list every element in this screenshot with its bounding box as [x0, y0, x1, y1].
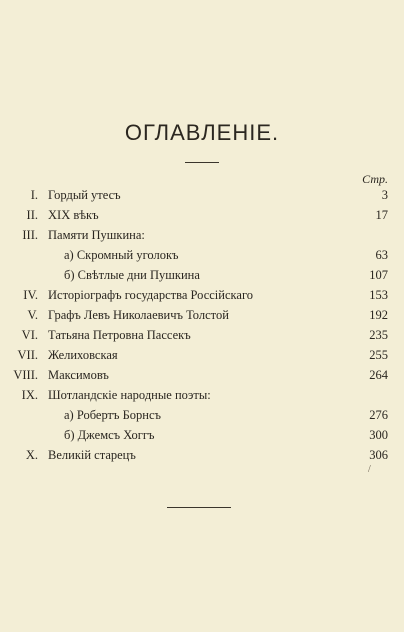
bottom-divider: [167, 507, 231, 508]
toc-entry-title: а) Робертъ Борнсъ: [64, 408, 161, 422]
toc-entry: [0, 365, 404, 385]
toc-entry: [0, 185, 404, 205]
page-title: ОГЛАВЛЕНІЕ.: [124, 120, 280, 145]
toc-entry-number: IV.: [23, 288, 38, 302]
toc-entry-title: Гордый утесъ: [48, 188, 121, 202]
toc-entry: [0, 385, 404, 405]
toc-entry: [0, 205, 404, 225]
toc-entry-number: II.: [26, 208, 38, 222]
toc-entry-page: 63: [375, 248, 388, 262]
toc-entry: [0, 325, 404, 345]
toc-entry-page: 264: [369, 368, 388, 382]
toc-entry-title: а) Скромный уголокъ: [64, 248, 179, 262]
toc-entry-title: б) Джемсъ Хоггъ: [64, 428, 155, 442]
toc-entry-title: XIX вѣкъ: [48, 208, 99, 222]
toc-entry-page: 255: [369, 348, 388, 362]
toc-entry-number: IX.: [21, 388, 38, 402]
toc-entry-page: 107: [369, 268, 388, 282]
toc-entry-number: VIII.: [13, 368, 38, 382]
toc-entry-page: 3: [381, 188, 388, 202]
toc-entry: [0, 345, 404, 365]
page-column-header: Стр.: [362, 172, 388, 186]
toc-entry: [0, 225, 404, 245]
toc-entry-title: Памяти Пушкина:: [48, 228, 145, 242]
toc-entry-page: 153: [369, 288, 388, 302]
toc-entry: [0, 305, 404, 325]
toc-entry: [0, 245, 404, 265]
toc-entry-number: V.: [27, 308, 38, 322]
toc-entry: [0, 285, 404, 305]
toc-entry: [0, 445, 404, 465]
toc-entry-title: Максимовъ: [48, 368, 109, 382]
toc-entry-page: 192: [369, 308, 388, 322]
toc-entry-number: III.: [22, 228, 38, 242]
toc-entry-number: I.: [30, 188, 38, 202]
toc-entry-page: 17: [375, 208, 388, 222]
toc-entry: [0, 405, 404, 425]
toc-entry-page: 235: [369, 328, 388, 342]
toc-entry: [0, 425, 404, 445]
toc-entry-page: 276: [369, 408, 388, 422]
toc-entry-number: X.: [25, 448, 38, 462]
toc-entry-title: Графъ Левъ Николаевичъ Толстой: [48, 308, 229, 322]
toc-entry-title: Желиховская: [48, 348, 118, 362]
toc-entry: [0, 265, 404, 285]
toc-entry-title: б) Свѣтлые дни Пушкина: [64, 268, 200, 282]
toc-entry-title: Татьяна Петровна Пассекъ: [48, 328, 191, 342]
toc-entry-title: Шотландскіе народные поэты:: [48, 388, 211, 402]
toc-entry-title: Великій старецъ: [48, 448, 136, 462]
toc-entry-title: Исторіографъ государства Россійскаго: [48, 288, 254, 302]
toc-entry-number: VII.: [17, 348, 38, 362]
title-divider: [185, 162, 219, 163]
corner-mark: /: [368, 464, 371, 475]
toc-entry-number: VI.: [21, 328, 38, 342]
toc-entry-page: 300: [369, 428, 388, 442]
toc-entry-page: 306: [369, 448, 388, 462]
